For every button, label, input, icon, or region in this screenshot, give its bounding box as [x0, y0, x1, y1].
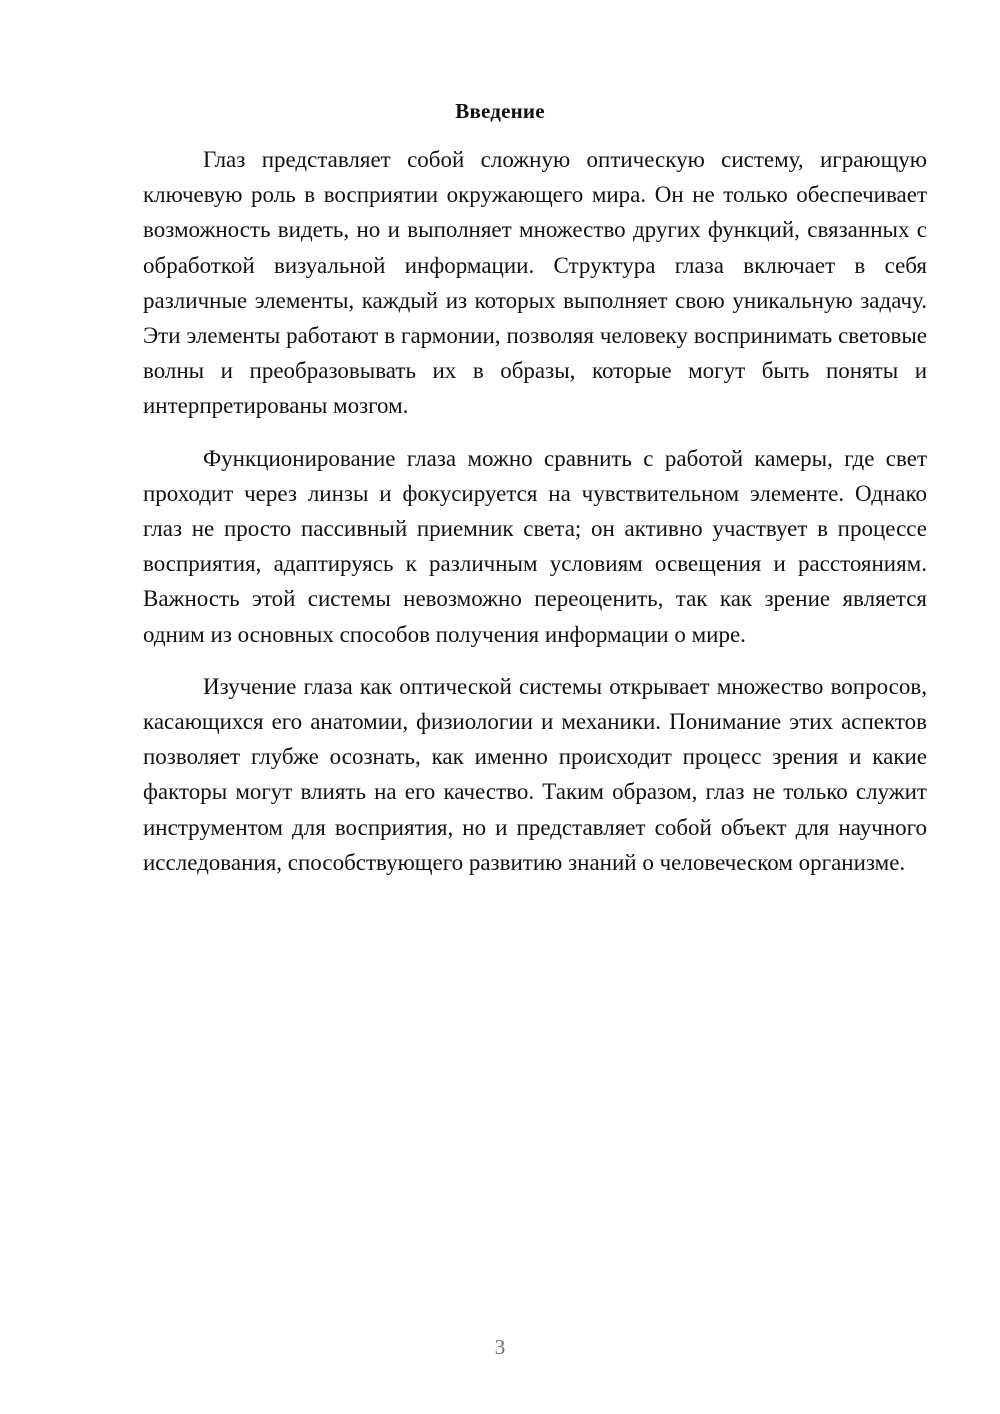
paragraph-3: Изучение глаза как оптической системы открывает множество вопросов, касающихся его анатомии, физиологии и механики. Понимание этих аспектов позволяет глубже осознать, как именно происходит процесс зрения и какие факторы могут влиять на его качество. Таким образом, глаз не только служит инструментом для восприятия, но и представляет собой объект для научного исследования, способствующего развитию знаний о человеческом организме.: [143, 673, 927, 875]
body-text: [143, 142, 927, 897]
page-number: 3: [494, 1335, 506, 1359]
paragraph-1: Глаз представляет собой сложную оптическую систему, играющую ключевую роль в восприятии окружающего мира. Он не только обеспечивает возможность видеть, но и выполняет множество других функций, связанных с обработкой визуальной информации. Структура глаза включает в себя различные элементы, каждый из которых выполняет свою уникальную задачу. Эти элементы работают в гармонии, позволяя человеку воспринимать световые волны и преобразовывать их в образы, которые могут быть поняты и интерпретированы мозгом.: [143, 147, 927, 419]
section-title: Введение: [455, 99, 545, 123]
paragraph-2: Функционирование глаза можно сравнить с работой камеры, где свет проходит через линзы и фокусируется на чувствительном элементе. Однако глаз не просто пассивный приемник света; он активно участвует в процессе восприятия, адаптируясь к различным условиям освещения и расстояниям. Важность этой системы невозможно переоценить, так как зрение является одним из основных способов получения информации о мире.: [143, 445, 927, 647]
